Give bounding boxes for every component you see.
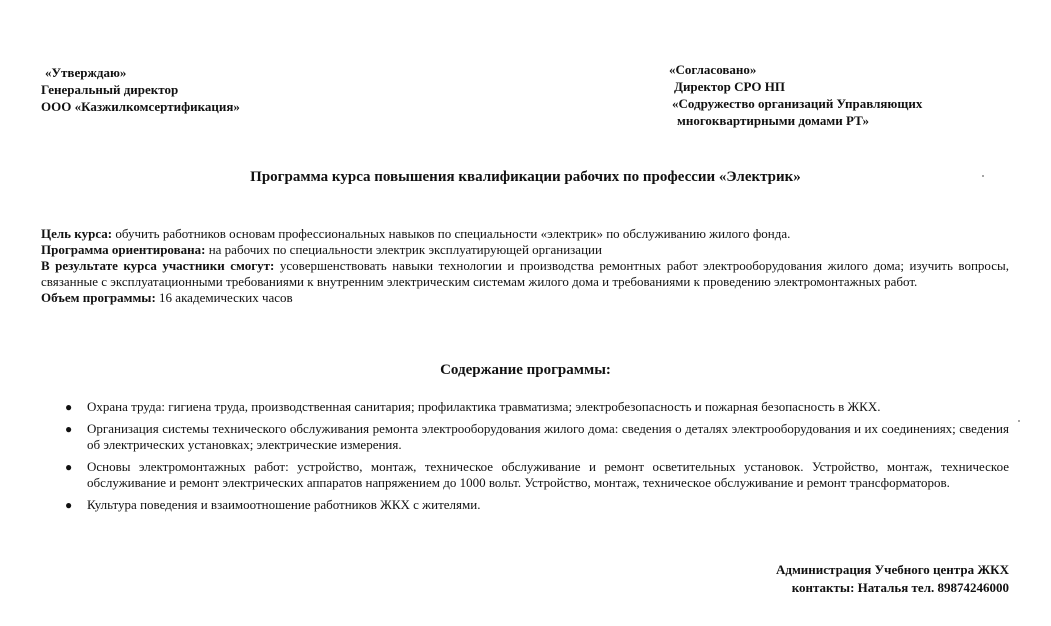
bullet-icon: ● bbox=[65, 498, 73, 512]
course-goal-text: обучить работников основам профессиональных навыков по специальности «электрик» по обслуживанию жилого фонда. bbox=[112, 226, 791, 241]
course-result bbox=[41, 258, 1009, 290]
approval-block-right bbox=[669, 61, 922, 129]
footer-contacts bbox=[776, 561, 1009, 597]
list-item-text: Культура поведения и взаимоотношение работников ЖКХ с жителями. bbox=[87, 497, 481, 512]
approval-left-heading: «Утверждаю» bbox=[45, 65, 127, 80]
approval-right-organization-line1: «Содружество организаций Управляющих bbox=[672, 96, 923, 111]
scan-speck bbox=[1018, 420, 1020, 422]
content-list bbox=[61, 399, 1009, 519]
bullet-icon: ● bbox=[65, 460, 73, 474]
approval-left-organization: ООО «Казжилкомсертификация» bbox=[41, 99, 240, 114]
list-item-text: Охрана труда: гигиена труда, производственная санитария; профилактика травматизма; электробезопасность и пожарная безопасность в ЖКХ. bbox=[87, 399, 881, 414]
course-volume bbox=[41, 290, 1009, 306]
course-volume-text: 16 академических часов bbox=[155, 290, 293, 305]
course-result-text: усовершенствовать навыки технологии и производства ремонтных работ электрооборудования жилого дома; изучить вопросы, связанные с эксплуатационными требованиями к внутренним электрическим системам жилого дома и требованиями к проведению электромонтажных работ. bbox=[41, 258, 1009, 289]
approval-right-position: Директор СРО НП bbox=[674, 79, 785, 94]
approval-left-position: Генеральный директор bbox=[41, 82, 179, 97]
course-result-label: В результате курса участники смогут: bbox=[41, 258, 275, 273]
course-target bbox=[41, 242, 1009, 258]
list-item bbox=[61, 459, 1009, 491]
course-volume-label: Объем программы: bbox=[41, 290, 156, 305]
approval-block-left bbox=[41, 64, 240, 115]
content-section-title: Содержание программы: bbox=[440, 362, 611, 378]
approval-right-organization-line2: многоквартирными домами РТ» bbox=[677, 113, 869, 128]
course-target-text: на рабочих по специальности электрик эксплуатирующей организации bbox=[205, 242, 602, 257]
approval-right-heading: «Согласовано» bbox=[669, 62, 757, 77]
bullet-icon: ● bbox=[65, 422, 73, 436]
list-item bbox=[61, 497, 1009, 513]
bullet-icon: ● bbox=[65, 400, 73, 414]
footer-administration: Администрация Учебного центра ЖКХ bbox=[775, 562, 1009, 577]
course-goal-label: Цель курса: bbox=[41, 226, 113, 241]
list-item bbox=[61, 421, 1009, 453]
footer-phone: контакты: Наталья тел. 89874246000 bbox=[791, 580, 1009, 595]
course-goal bbox=[41, 226, 1009, 242]
scan-speck bbox=[982, 175, 984, 177]
course-target-label: Программа ориентирована: bbox=[41, 242, 206, 257]
list-item-text: Организация системы технического обслуживания ремонта электрооборудования жилого дома: сведения о деталях электрооборудования и их соединениях; сведения об электрических установках; электрические измерения. bbox=[87, 421, 1009, 452]
course-intro bbox=[41, 226, 1009, 306]
list-item-text: Основы электромонтажных работ: устройство, монтаж, техническое обслуживание и ремонт осветительных установок. Устройство, монтаж, техническое обслуживание и ремонт электрических аппаратов напряжением до 1000 вольт. Устройство, монтаж, техническое обслуживание и ремонт трансформаторов. bbox=[87, 459, 1009, 490]
document-title: Программа курса повышения квалификации рабочих по профессии «Электрик» bbox=[250, 169, 801, 185]
list-item bbox=[61, 399, 1009, 415]
